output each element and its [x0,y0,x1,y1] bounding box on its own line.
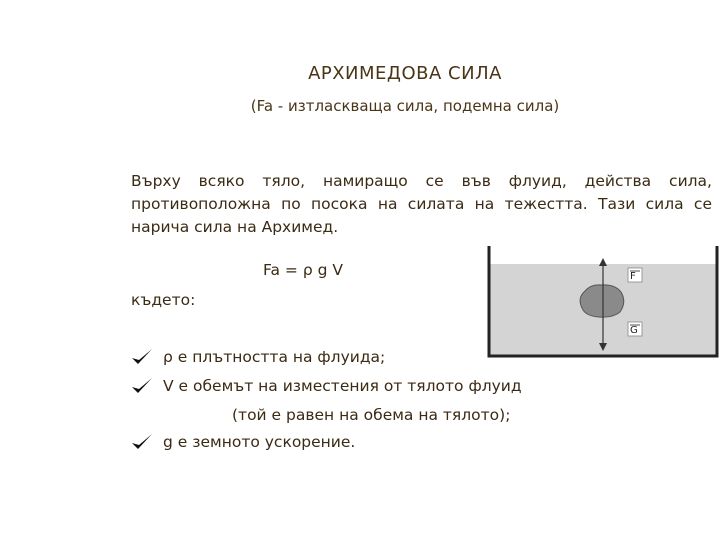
checkmark-icon [131,348,153,366]
bullet-item-gravity [131,433,355,451]
bullet-text: g е земното ускорение. [163,433,356,451]
immersed-body [580,285,624,317]
buoyancy-arrow-icon [599,258,607,266]
archimedes-diagram [487,246,719,358]
checkmark-icon [131,377,153,395]
bullet-item-density [131,348,385,366]
definition-paragraph: Върху всяко тяло, намиращо се във флуид, действа сила, противоположна по посока на силата на тежестта. Тази сила се нарича сила на Архимед. [131,172,712,236]
bullet-continuation: (той е равен на обема на тялото); [232,406,511,424]
archimedes-formula: Fa = ρ g V [263,261,343,279]
force-down-label: G [630,325,638,336]
force-up-label: F [630,271,636,282]
bullet-text: V е обемът на изместения от тялото флуид [163,377,522,395]
page-title: АРХИМЕДОВА СИЛА [308,63,502,84]
checkmark-icon [131,433,153,451]
page-subtitle: (Fa - изтласкваща сила, подемна сила) [250,97,560,115]
where-label: където: [131,291,196,309]
bullet-text: ρ е плътността на флуида; [163,348,386,366]
bullet-item-volume [131,377,522,395]
